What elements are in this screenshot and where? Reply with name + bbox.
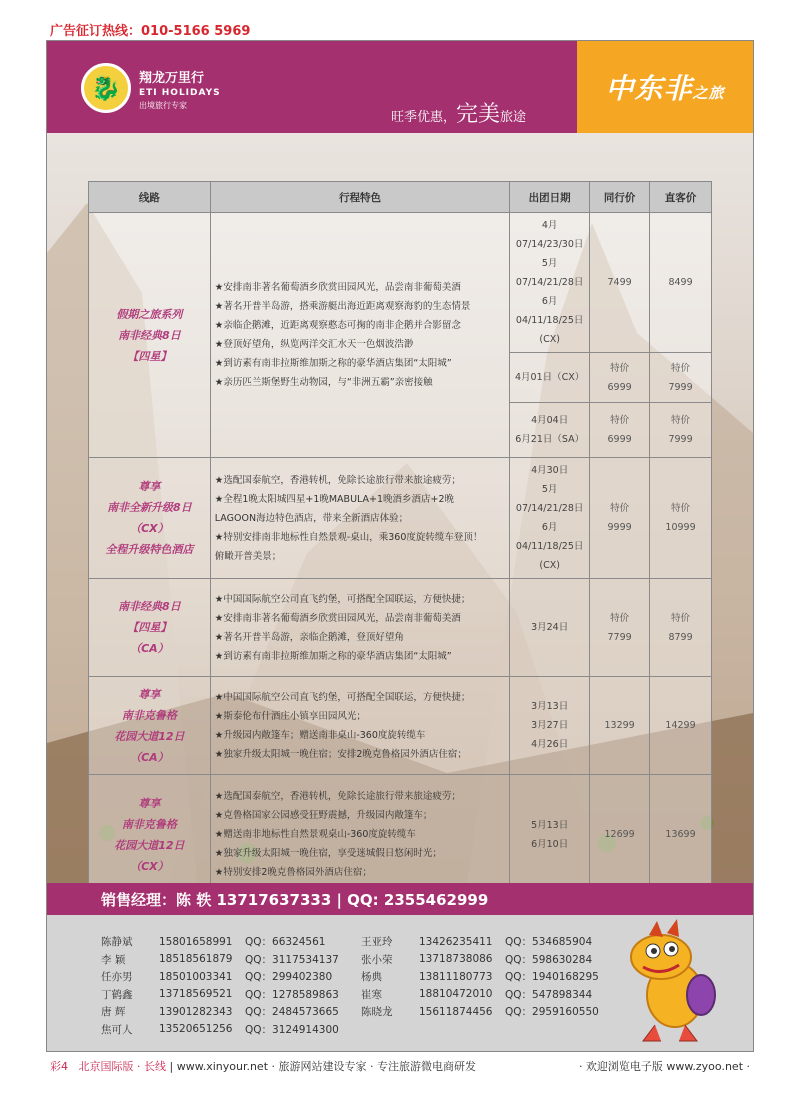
contact-row — [361, 986, 599, 1004]
date-line: (CX) — [539, 560, 560, 571]
brand-subtitle: 出境旅行专家 — [139, 101, 187, 110]
route-name-line: （CA） — [130, 750, 169, 764]
contact-name: 崔寒 — [361, 988, 382, 1001]
header-peer-price: 同行价 — [590, 182, 650, 213]
contact-row — [101, 951, 339, 969]
contact-qq: QQ：3124914300 — [245, 1023, 339, 1036]
date-line: 6月04/11/18/25日 — [515, 522, 584, 552]
ad-hotline: 广告征订热线：010-5166 5969 — [50, 24, 251, 39]
contact-phone: 13520651256 — [159, 1023, 233, 1036]
footer-site: www.xinyour.net · 旅游网站建设专家 · 专注旅游微电商研发 — [176, 1060, 476, 1073]
date-line: 4月30日 — [531, 465, 569, 476]
date-line: 3月13日 — [531, 701, 569, 712]
header-banner — [47, 41, 753, 133]
price-label: 特价 — [671, 503, 691, 514]
route-features — [210, 213, 509, 458]
header-magenta-panel — [47, 41, 577, 133]
route-name — [89, 677, 211, 775]
direct-price — [650, 458, 712, 579]
brand-name-cn: 翔龙万里行 — [139, 71, 205, 86]
contact-row — [101, 968, 339, 986]
route-features — [210, 458, 509, 579]
direct-price — [650, 353, 712, 403]
date-line: 4月07/14/23/30日 — [515, 220, 584, 250]
price-label: 特价 — [610, 503, 630, 514]
brand-name-en: ETI HOLIDAYS — [139, 88, 221, 98]
feature-line: ★选配国泰航空，香港转机，免除长途旅行带来旅途疲劳； — [214, 474, 461, 486]
contact-qq: QQ：1278589863 — [245, 988, 339, 1001]
peer-price: 13299 — [590, 677, 650, 775]
route-name — [89, 458, 211, 579]
peer-price: 12699 — [590, 775, 650, 895]
contact-name: 陈晓龙 — [361, 1006, 393, 1019]
contact-phone: 13811180773 — [419, 970, 493, 983]
route-name-line: 南非全新升级8日 — [107, 501, 192, 514]
contact-phone: 15801658991 — [159, 935, 233, 948]
route-name-line: 全程升级特色酒店 — [105, 543, 194, 556]
price-value: 7999 — [668, 381, 693, 393]
header-date: 出团日期 — [510, 182, 590, 213]
route-name-line: 【四星】 — [127, 349, 172, 363]
route-name-line: 尊享 — [138, 687, 161, 701]
contact-phone: 13901282343 — [159, 1005, 233, 1018]
contact-name: 王亚玲 — [361, 936, 393, 949]
contact-qq: QQ：534685904 — [505, 936, 593, 949]
feature-line: ★独家升级太阳城一晚住宿；安排2晚克鲁格园外酒店住宿； — [214, 748, 467, 760]
slogan — [391, 97, 526, 128]
table-row — [89, 775, 712, 895]
price-label: 特价 — [671, 415, 691, 426]
contact-row — [101, 1021, 339, 1039]
contact-qq: QQ：66324561 — [245, 936, 326, 949]
route-name-line: 南非经典8日 — [118, 328, 181, 342]
table-row — [89, 677, 712, 775]
route-name-line: （CX） — [130, 859, 169, 873]
date-line: 6月10日 — [531, 838, 569, 850]
route-name — [89, 579, 211, 677]
contact-phone: 18810472010 — [419, 988, 493, 1001]
contact-row — [101, 1003, 339, 1021]
departure-dates — [510, 403, 590, 458]
feature-line: ★全程1晚太阳城四星+1晚MABULA+1晚酒乡酒店+2晚 — [214, 493, 455, 505]
slogan-big: 完美 — [456, 102, 501, 127]
feature-line: ★克鲁格国家公园感受狂野震撼，升级园内敞篷车； — [214, 810, 433, 821]
date-line: 3月27日 — [531, 720, 569, 731]
feature-line: ★特别安排2晚克鲁格园外酒店住宿； — [214, 867, 372, 878]
direct-price — [650, 403, 712, 458]
contact-qq: QQ：2484573665 — [245, 1006, 339, 1019]
feature-line: ★赠送南非地标性自然景观桌山-360度旋转缆车 — [214, 829, 416, 840]
feature-line: ★登顶好望角，纵览两洋交汇水天一色烟波浩渺 — [214, 339, 414, 350]
date-line: (CX) — [539, 334, 560, 345]
feature-line: ★亲临企鹅滩，近距离观察憨态可掬的南非企鹅并合影留念 — [214, 320, 461, 331]
route-name-line: 南非克鲁格 — [121, 708, 177, 722]
edition-label: 北京国际版 · 长线 — [78, 1060, 166, 1073]
contact-phone: 15611874456 — [419, 1005, 493, 1018]
feature-line: ★中国国际航空公司直飞约堡，可搭配全国联运，方便快捷； — [214, 691, 471, 703]
route-name-line: 【四星】 — [127, 621, 172, 634]
route-name-line: 尊享 — [138, 796, 161, 810]
price-label: 特价 — [610, 362, 630, 374]
direct-price: 14299 — [650, 677, 712, 775]
contact-row — [361, 1003, 599, 1021]
slogan-post: 旅途 — [500, 110, 527, 125]
contact-row — [361, 968, 599, 986]
contact-name: 焦可人 — [101, 1023, 133, 1036]
contact-phone: 13718569521 — [159, 988, 233, 1001]
feature-line: 俯瞰开普美景； — [214, 550, 282, 562]
feature-line: ★斯泰伦布什酒庄小镇享田园风光； — [214, 710, 366, 722]
price-value: 7799 — [607, 631, 632, 643]
date-line: 5月07/14/21/28日 — [515, 258, 584, 288]
direct-price — [650, 579, 712, 677]
peer-price — [590, 353, 650, 403]
contact-name: 张小荣 — [361, 953, 393, 966]
departure-dates — [510, 677, 590, 775]
feature-line: ★亲历匹兰斯堡野生动物园，与“非洲五霸”亲密接触 — [214, 377, 433, 388]
route-name-line: 假期之旅系列 — [116, 307, 183, 321]
slogan-pre: 旺季优惠， — [391, 110, 457, 125]
feature-line: ★选配国泰航空，香港转机，免除长途旅行带来旅途疲劳； — [214, 791, 461, 802]
destination-small: 之旅 — [692, 84, 725, 102]
header-route: 线路 — [89, 182, 211, 213]
contacts-panel — [47, 915, 753, 1051]
feature-line: ★到访素有南非拉斯维加斯之称的豪华酒店集团“太阳城” — [214, 358, 452, 369]
feature-line: ★中国国际航空公司直飞约堡，可搭配全国联运，方便快捷； — [214, 593, 471, 605]
route-name-line: 南非克鲁格 — [121, 817, 177, 831]
price-label: 特价 — [610, 415, 630, 426]
table-row — [89, 579, 712, 677]
route-name-line: （CA） — [130, 642, 169, 655]
price-value: 6999 — [607, 434, 632, 445]
route-name-line: 花园大道12日 — [114, 838, 185, 852]
contact-name: 陈静斌 — [101, 936, 133, 949]
price-value: 6999 — [607, 381, 632, 393]
price-label: 特价 — [610, 612, 630, 624]
dragon-logo-icon: 🐉 — [81, 63, 131, 113]
route-name-line: 南非经典8日 — [118, 600, 181, 613]
date-line: 4月26日 — [531, 739, 569, 750]
destination-main: 中东非 — [605, 72, 693, 105]
date-line: 5月07/14/21/28日 — [515, 484, 584, 514]
page-footer — [50, 1058, 750, 1074]
footer-left — [50, 1058, 476, 1074]
date-line: 6月04/11/18/25日 — [515, 296, 584, 326]
feature-line: ★独家升级太阳城一晚住宿，享受迷城假日悠闲时光； — [214, 848, 442, 859]
feature-line: ★到访素有南非拉斯维加斯之称的豪华酒店集团“太阳城” — [214, 650, 452, 662]
header-features: 行程特色 — [210, 182, 509, 213]
feature-line: LAGOON海边特色酒店，带来全新酒店体验； — [214, 512, 409, 524]
departure-dates: 4月01日（CX） — [510, 353, 590, 403]
feature-line: ★著名开普半岛游，亲临企鹅滩，登顶好望角 — [214, 631, 404, 643]
date-line: 4月04日 — [531, 415, 569, 426]
price-label: 特价 — [671, 612, 691, 624]
feature-line: ★升级园内敞篷车；赠送南非桌山-360度旋转缆车 — [214, 729, 426, 741]
feature-line: ★特别安排南非地标性自然景观-桌山，乘360度旋转缆车登顶！ — [214, 531, 483, 543]
peer-price — [590, 403, 650, 458]
page-number: 彩4 — [50, 1060, 68, 1073]
contact-row — [101, 986, 339, 1004]
peer-price: 7499 — [590, 213, 650, 353]
route-features — [210, 775, 509, 895]
direct-price: 8499 — [650, 213, 712, 353]
peer-price — [590, 458, 650, 579]
contact-phone: 18518561879 — [159, 953, 233, 966]
header-direct-price: 直客价 — [650, 182, 712, 213]
destination-panel — [577, 41, 753, 133]
feature-line: ★著名开普半岛游，搭乘游艇出海近距离观察海豹的生态情景 — [214, 301, 471, 312]
price-value: 7999 — [668, 434, 693, 445]
route-features — [210, 579, 509, 677]
price-value: 8799 — [668, 631, 693, 643]
table-row — [89, 458, 712, 579]
footer-right: · 欢迎浏览电子版 www.zyoo.net · — [578, 1060, 750, 1073]
table-row — [89, 213, 712, 353]
contact-qq: QQ：2959160550 — [505, 1006, 599, 1019]
date-line: 5月13日 — [531, 819, 569, 831]
contact-row — [361, 933, 599, 951]
dragon-mascot-icon — [613, 917, 733, 1047]
departure-dates: 3月24日 — [510, 579, 590, 677]
date-line: 6月21日（SA） — [515, 434, 585, 445]
route-features — [210, 677, 509, 775]
contact-qq: QQ：3117534137 — [245, 953, 339, 966]
departure-dates — [510, 213, 590, 353]
price-value: 10999 — [665, 522, 696, 533]
contact-name: 李 颖 — [101, 953, 126, 966]
contact-qq: QQ：547898344 — [505, 988, 593, 1001]
route-name-line: 花园大道12日 — [114, 729, 185, 743]
departure-dates — [510, 775, 590, 895]
route-name — [89, 775, 211, 895]
route-table — [88, 181, 712, 895]
contact-qq: QQ：598630284 — [505, 953, 593, 966]
contact-phone: 13718738086 — [419, 953, 493, 966]
contact-row — [361, 951, 599, 969]
route-name — [89, 213, 211, 458]
price-value: 9999 — [607, 522, 632, 533]
footer-separator: | — [169, 1060, 174, 1073]
sales-manager-bar: 销售经理：陈 轶 13717637333 | QQ: 2355462999 — [47, 883, 753, 915]
peer-price — [590, 579, 650, 677]
departure-dates — [510, 458, 590, 579]
destination-title — [605, 67, 724, 107]
contacts-right-column — [361, 933, 599, 1021]
contact-phone: 13426235411 — [419, 935, 493, 948]
contact-name: 杨典 — [361, 971, 382, 984]
direct-price: 13699 — [650, 775, 712, 895]
route-name-line: 尊享 — [138, 480, 161, 493]
contact-qq: QQ：1940168295 — [505, 971, 599, 984]
feature-line: ★安排南非著名葡萄酒乡欣赏田园风光，品尝南非葡萄美酒 — [214, 282, 461, 293]
page-frame — [46, 40, 754, 1052]
feature-line: ★安排南非著名葡萄酒乡欣赏田园风光，品尝南非葡萄美酒 — [214, 612, 461, 624]
contact-qq: QQ：299402380 — [245, 971, 333, 984]
price-label: 特价 — [671, 362, 691, 374]
brand-block — [139, 67, 221, 111]
contact-name: 唐 辉 — [101, 1006, 126, 1019]
contacts-left-column — [101, 933, 339, 1038]
contact-name: 任亦男 — [101, 971, 133, 984]
route-name-line: （CX） — [130, 522, 169, 535]
contact-row — [101, 933, 339, 951]
contact-phone: 18501003341 — [159, 970, 233, 983]
contact-name: 丁鹤鑫 — [101, 988, 133, 1001]
